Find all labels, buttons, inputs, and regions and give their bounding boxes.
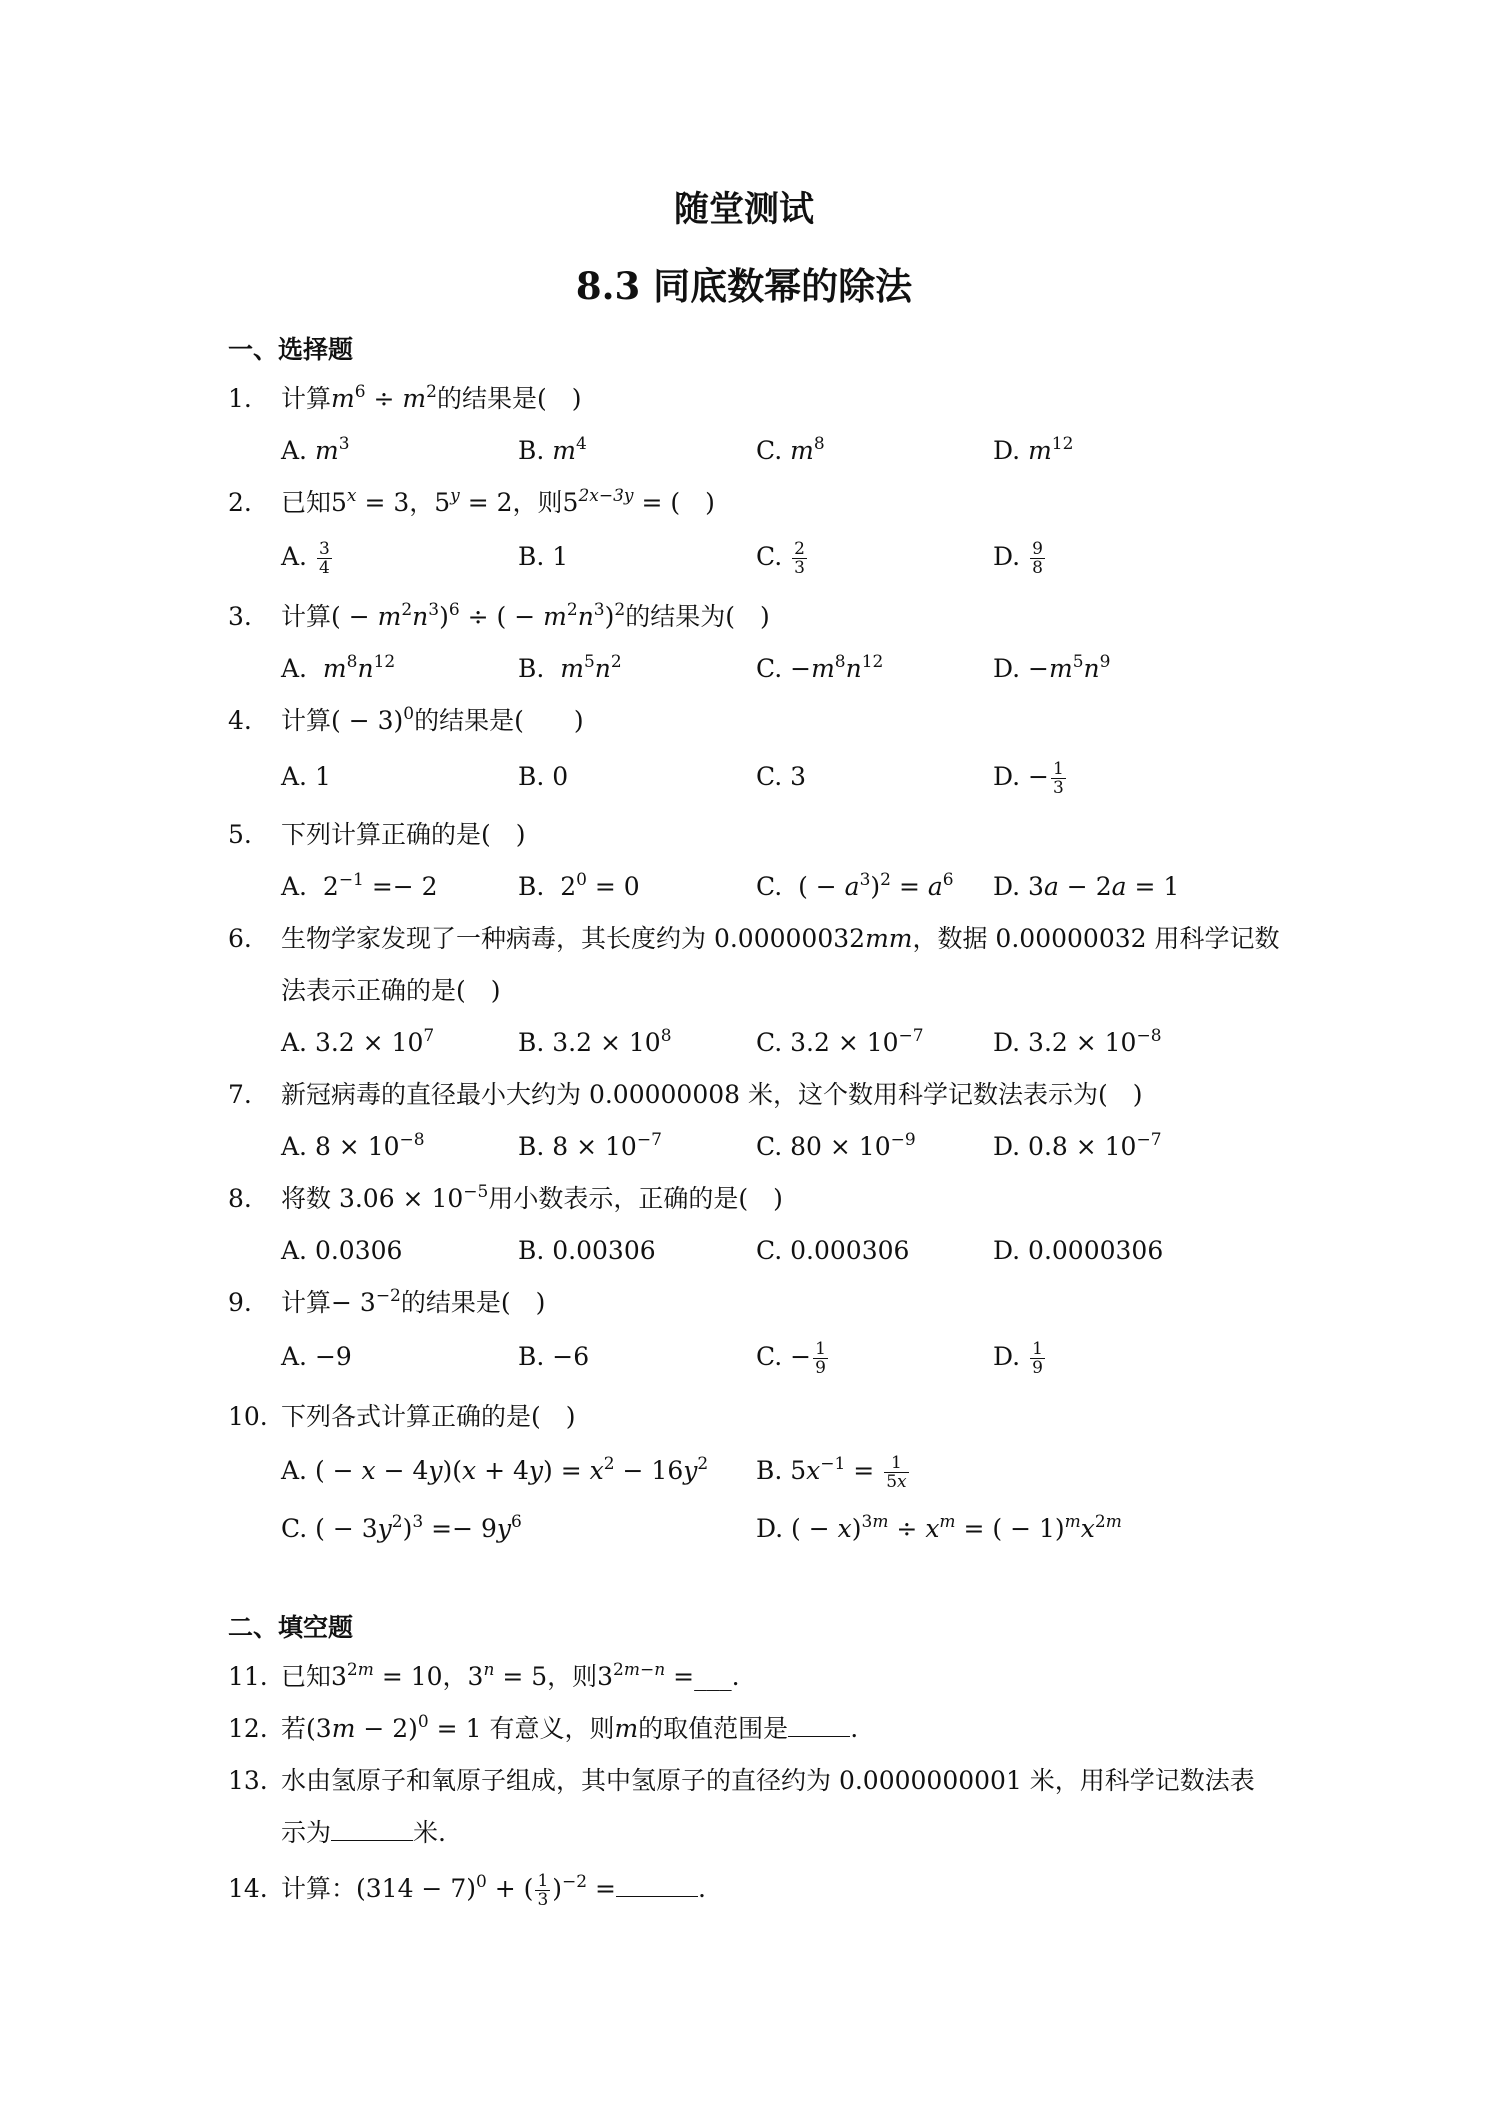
option-b[interactable]: B. 0 (518, 762, 569, 791)
question-number: 12. (228, 1714, 268, 1743)
question-6-text-cont: 法表示正确的是( ) (281, 976, 501, 1005)
question-number: 11. (228, 1662, 268, 1691)
question-number: 5. (228, 820, 252, 849)
question-11-text: 已知$3^{2m} = 10$，$3^n = 5$，则$3^{2m-n}$ =___. (281, 1660, 740, 1691)
question-number: 4. (228, 706, 252, 735)
question-number: 1. (228, 384, 252, 413)
option-c[interactable]: C. $-m^8n^{12}$ (756, 652, 884, 683)
option-a[interactable]: A. ( − $x - 4y)(x + 4y) = x^2 - 16y^2$ (281, 1454, 709, 1485)
option-d[interactable]: D. $3.2 \times 10^{-8}$ (993, 1026, 1162, 1057)
option-b[interactable]: B. $5x^{-1}$ = $\frac{1}{5x}$ (756, 1453, 907, 1492)
option-d[interactable]: D. 3a − 2a = 1 (993, 872, 1180, 901)
option-d[interactable]: D. ( − $x)^{3m} \div x^m$ = ( − $1)^mx^{2m}$ (756, 1512, 1122, 1543)
question-number: 13. (228, 1766, 268, 1795)
option-c[interactable]: C. $3.2 \times 10^{-7}$ (756, 1026, 924, 1057)
question-number: 3. (228, 602, 252, 631)
question-4-text: 计算( − 3)$^0$的结果是( ) (281, 704, 584, 735)
section-choice-heading: 一、选择题 (228, 335, 354, 364)
question-7-text: 新冠病毒的直径最小大约为 0.00000008 米，这个数用科学记数法表示为( ) (281, 1080, 1143, 1109)
option-c[interactable]: C. $\frac{2}{3}$ (756, 539, 805, 578)
page-title: 随堂测试 (673, 189, 814, 230)
option-a[interactable]: A. $m^3$ (281, 434, 350, 465)
answer-blank[interactable] (788, 1714, 850, 1737)
question-number: 9. (228, 1288, 252, 1317)
question-number: 6. (228, 924, 252, 953)
question-10-text: 下列各式计算正确的是( ) (281, 1402, 576, 1431)
option-b[interactable]: B. $8 \times 10^{-7}$ (518, 1130, 662, 1161)
option-a[interactable]: A. −9 (281, 1342, 352, 1371)
question-14-text: 计算：$(314 - 7)^0$ + ( $\frac{1}{3}$ )$^{-2}$ = . (281, 1871, 706, 1910)
question-12-text: 若$(3m - 2)^0 = 1$ 有意义，则m的取值范围是 . (281, 1712, 859, 1743)
answer-blank[interactable] (616, 1874, 698, 1897)
option-c[interactable]: C. $80 \times 10^{-9}$ (756, 1130, 916, 1161)
question-number: 8. (228, 1184, 252, 1213)
option-c[interactable]: C. − $\frac{1}{9}$ (756, 1339, 826, 1378)
option-d[interactable]: D. $\frac{1}{9}$ (993, 1339, 1043, 1378)
option-a[interactable]: A. 1 (281, 762, 331, 791)
option-d[interactable]: D. $\frac{9}{8}$ (993, 539, 1043, 578)
option-b[interactable]: B. $2^0 = 0$ (518, 870, 640, 901)
option-a[interactable]: A. 0.0306 (281, 1236, 403, 1265)
option-b[interactable]: B. $3.2 \times 10^8$ (518, 1026, 672, 1057)
option-c[interactable]: C. $m^8$ (756, 434, 825, 465)
option-b[interactable]: B. $m^5n^2$ (518, 652, 622, 683)
question-9-text: 计算− $3^{-2}$的结果是( ) (281, 1286, 546, 1317)
option-c[interactable]: C. 3 (756, 762, 807, 791)
question-1-text: 计算$m^6 \div m^2$的结果是( ) (281, 382, 582, 413)
option-a[interactable]: A. $2^{-1} =- 2$ (281, 870, 438, 901)
option-a[interactable]: A. $3.2 \times 10^7$ (281, 1026, 435, 1057)
option-b[interactable]: B. 0.00306 (518, 1236, 656, 1265)
question-number: 14. (228, 1874, 268, 1903)
option-b[interactable]: B. $m^4$ (518, 434, 587, 465)
question-number: 2. (228, 488, 252, 517)
option-d[interactable]: D. $-m^5n^9$ (993, 652, 1111, 683)
question-13-text-cont: 示为 米. (281, 1818, 446, 1847)
option-d[interactable]: D. $0.8 \times 10^{-7}$ (993, 1130, 1162, 1161)
question-6-text: 生物学家发现了一种病毒，其长度约为 0.00000032mm，数据 0.00000032 用科学记数 (281, 924, 1280, 953)
question-13-text: 水由氢原子和氧原子组成，其中氢原子的直径约为 0.0000000001 米，用科学记数法表 (281, 1766, 1255, 1795)
page-subtitle: 8.3 同底数幂的除法 (575, 264, 913, 308)
question-5-text: 下列计算正确的是( ) (281, 820, 526, 849)
option-b[interactable]: B. −6 (518, 1342, 590, 1371)
question-number: 10. (228, 1402, 268, 1431)
option-a[interactable]: A. $8 \times 10^{-8}$ (281, 1130, 425, 1161)
option-a[interactable]: A. $\frac{3}{4}$ (281, 539, 330, 578)
question-3-text: 计算( − $m^2n^3)^6$ ÷ ( − $m^2n^3)^2$的结果为( ) (281, 600, 770, 631)
option-b[interactable]: B. 1 (518, 542, 569, 571)
option-d[interactable]: D. 0.0000306 (993, 1236, 1164, 1265)
option-c[interactable]: C. 0.000306 (756, 1236, 910, 1265)
question-8-text: 将数 $3.06 \times 10^{-5}$用小数表示，正确的是( ) (281, 1182, 783, 1213)
question-2-text: 已知$5^x = 3$，$5^y = 2$，则$5^{2x-3y}$ = ( ) (281, 486, 715, 517)
answer-blank[interactable] (331, 1818, 413, 1841)
option-d[interactable]: D. $m^{12}$ (993, 434, 1074, 465)
section-fill-heading: 二、填空题 (228, 1613, 354, 1642)
option-d[interactable]: D. − $\frac{1}{3}$ (993, 759, 1064, 798)
option-c[interactable]: C. ( − $a^3)^2 = a^6$ (756, 870, 954, 901)
question-number: 7. (228, 1080, 252, 1109)
option-a[interactable]: A. $m^8n^{12}$ (281, 652, 396, 683)
option-c[interactable]: C. ( − $3y^2)^3 =- 9y^6$ (281, 1512, 522, 1543)
